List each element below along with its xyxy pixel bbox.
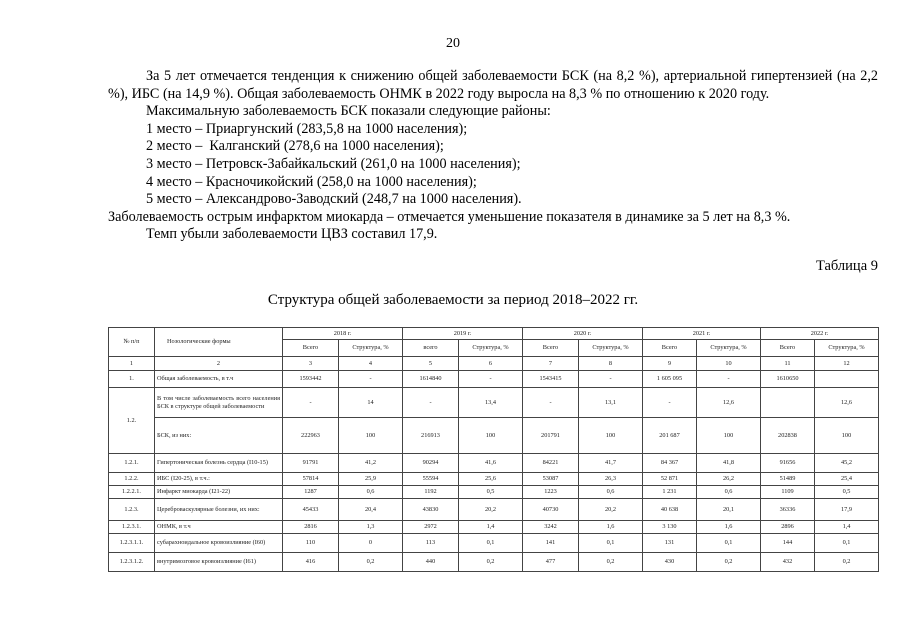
table-cell: 25,9 bbox=[339, 473, 403, 486]
column-number: 9 bbox=[643, 357, 697, 371]
table-row bbox=[109, 499, 879, 521]
subheader-cell: Структура, % bbox=[697, 340, 761, 357]
table-cell: - bbox=[403, 388, 459, 418]
table-cell: 45433 bbox=[283, 499, 339, 521]
table-row bbox=[109, 454, 879, 473]
table-cell: 91656 bbox=[761, 454, 815, 473]
header-year-2018: 2018 г. bbox=[283, 328, 403, 340]
district-place-4: 4 место – Красночикойский (258,0 на 1000 населения); bbox=[146, 173, 477, 190]
table-cell: 0,2 bbox=[697, 553, 761, 572]
subheader-cell: Структура, % bbox=[459, 340, 523, 357]
table-cell: 40 638 bbox=[643, 499, 697, 521]
header-num: № п/п bbox=[109, 328, 155, 357]
table-cell: 0,1 bbox=[459, 534, 523, 553]
table-cell: 17,9 bbox=[815, 499, 879, 521]
column-number: 10 bbox=[697, 357, 761, 371]
table-cell: 1 605 095 bbox=[643, 371, 697, 388]
column-number: 11 bbox=[761, 357, 815, 371]
table-cell: 12,6 bbox=[815, 388, 879, 418]
table-row bbox=[109, 534, 879, 553]
table-cell: 430 bbox=[643, 553, 697, 572]
column-number: 12 bbox=[815, 357, 879, 371]
table-cell: 416 bbox=[283, 553, 339, 572]
table-row-bsk-share bbox=[109, 388, 879, 418]
table-cell: 84 367 bbox=[643, 454, 697, 473]
table-cell: 20,1 bbox=[697, 499, 761, 521]
table-cell: 20,2 bbox=[459, 499, 523, 521]
table-cell: - bbox=[643, 388, 697, 418]
table-cell: 2896 bbox=[761, 521, 815, 534]
table-cell: 3 130 bbox=[643, 521, 697, 534]
row-label: Общая заболеваемость, в т.ч bbox=[155, 371, 283, 388]
table-cell: 100 bbox=[815, 418, 879, 454]
row-label: Цереброваскулярные болезни, их них: bbox=[155, 499, 283, 521]
row-number: 1. bbox=[109, 371, 155, 388]
table-cell: 477 bbox=[523, 553, 579, 572]
row-number: 1.2.3. bbox=[109, 499, 155, 521]
table-cell: 110 bbox=[283, 534, 339, 553]
page-number: 20 bbox=[446, 36, 460, 51]
table-cell: 1,6 bbox=[579, 521, 643, 534]
row-number: 1.2.3.1. bbox=[109, 521, 155, 534]
table-cell: 113 bbox=[403, 534, 459, 553]
table-cell: 100 bbox=[339, 418, 403, 454]
column-number: 1 bbox=[109, 357, 155, 371]
paragraph-infarction: Заболеваемость острым инфарктом миокарда – отмечается уменьшение показателя в динамике за 5 лет на 8,3 %. bbox=[108, 208, 791, 225]
table-cell: 0,6 bbox=[579, 486, 643, 499]
subheader-cell: Всего bbox=[643, 340, 697, 357]
header-year-2022: 2022 г. bbox=[761, 328, 879, 340]
table-cell: 14 bbox=[339, 388, 403, 418]
row-number: 1.2.2.1. bbox=[109, 486, 155, 499]
body-text bbox=[108, 68, 878, 244]
table-cell: 12,6 bbox=[697, 388, 761, 418]
column-number-row bbox=[109, 357, 879, 371]
table-cell: 0,2 bbox=[459, 553, 523, 572]
table-row bbox=[109, 521, 879, 534]
table-cell: 1192 bbox=[403, 486, 459, 499]
table-row bbox=[109, 486, 879, 499]
table-cell: 100 bbox=[459, 418, 523, 454]
table-cell: 0 bbox=[339, 534, 403, 553]
table-cell: 1 231 bbox=[643, 486, 697, 499]
table-cell: 40730 bbox=[523, 499, 579, 521]
subheader-cell: Структура, % bbox=[339, 340, 403, 357]
table-cell: 0,1 bbox=[697, 534, 761, 553]
table-cell: 0,5 bbox=[459, 486, 523, 499]
column-number: 5 bbox=[403, 357, 459, 371]
district-place-3: 3 место – Петровск-Забайкальский (261,0 на 1000 населения); bbox=[146, 155, 521, 172]
table-cell: 0,2 bbox=[815, 553, 879, 572]
table-cell: 36336 bbox=[761, 499, 815, 521]
table-cell: 13,1 bbox=[579, 388, 643, 418]
subheader-cell: Всего bbox=[761, 340, 815, 357]
header-year-2021: 2021 г. bbox=[643, 328, 761, 340]
table-cell: - bbox=[523, 388, 579, 418]
paragraph-max-districts: Максимальную заболеваемость БСК показали следующие районы: bbox=[146, 103, 551, 120]
table-cell: 91791 bbox=[283, 454, 339, 473]
row-label: субарахноидальное кровоизлияние (I60) bbox=[155, 534, 283, 553]
table-cell: 100 bbox=[697, 418, 761, 454]
table-cell: 25,4 bbox=[815, 473, 879, 486]
table-cell: 440 bbox=[403, 553, 459, 572]
subheader-cell: Всего bbox=[523, 340, 579, 357]
header-year-2019: 2019 г. bbox=[403, 328, 523, 340]
table-cell: 1543415 bbox=[523, 371, 579, 388]
row-label: внутримозговое кровоизлияние (I61) bbox=[155, 553, 283, 572]
subheader-cell: Всего bbox=[283, 340, 339, 357]
table-cell: 41,2 bbox=[339, 454, 403, 473]
row-label: В том числе заболеваемость всего населения БСК в структуре общей заболеваемости bbox=[155, 388, 283, 418]
column-number: 3 bbox=[283, 357, 339, 371]
table-cell: 52 871 bbox=[643, 473, 697, 486]
table-cell: 53087 bbox=[523, 473, 579, 486]
district-place-2: 2 место – Калганский (278,6 на 1000 населения); bbox=[146, 138, 444, 155]
table-cell: 201791 bbox=[523, 418, 579, 454]
table-cell: 0,5 bbox=[815, 486, 879, 499]
table-header-years bbox=[109, 328, 879, 340]
district-place-1: 1 место – Приаргунский (283,5,8 на 1000 населения); bbox=[146, 120, 468, 137]
table-cell: 2816 bbox=[283, 521, 339, 534]
table-cell: 222963 bbox=[283, 418, 339, 454]
table-cell: 1,6 bbox=[697, 521, 761, 534]
table-cell: 41,8 bbox=[697, 454, 761, 473]
table-cell: 55594 bbox=[403, 473, 459, 486]
table-cell: 141 bbox=[523, 534, 579, 553]
table-cell: 1287 bbox=[283, 486, 339, 499]
column-number: 7 bbox=[523, 357, 579, 371]
subheader-cell: Структура, % bbox=[815, 340, 879, 357]
row-label: Гипертоническая болезнь сердца (I10-15) bbox=[155, 454, 283, 473]
column-number: 8 bbox=[579, 357, 643, 371]
table-cell: 0,2 bbox=[339, 553, 403, 572]
table-cell: 131 bbox=[643, 534, 697, 553]
table-cell: 0,2 bbox=[579, 553, 643, 572]
row-number: 1.2.3.1.2. bbox=[109, 553, 155, 572]
table-cell: - bbox=[459, 371, 523, 388]
table-cell: 202838 bbox=[761, 418, 815, 454]
table-cell: 43830 bbox=[403, 499, 459, 521]
table-cell: 0,6 bbox=[697, 486, 761, 499]
table-cell bbox=[815, 371, 879, 388]
table-cell: 0,1 bbox=[579, 534, 643, 553]
column-number: 4 bbox=[339, 357, 403, 371]
table-cell: 144 bbox=[761, 534, 815, 553]
row-label: ИБС (I20-25), в т.ч.: bbox=[155, 473, 283, 486]
table-cell: 41,6 bbox=[459, 454, 523, 473]
table-cell: 41,7 bbox=[579, 454, 643, 473]
table-cell: 26,3 bbox=[579, 473, 643, 486]
paragraph-trend: За 5 лет отмечается тенденция к снижению общей заболеваемости БСК (на 8,2 %), артериальной гипертензией (на 2,2 %), ИБС (на 14,9 %). Общая заболеваемость ОНМК в 2022 году выросла на 8,3 % по отношению к 2020 году. bbox=[108, 68, 878, 102]
table-cell: 0,6 bbox=[339, 486, 403, 499]
table-row-bsk-total bbox=[109, 418, 879, 454]
row-number: 1.2. bbox=[109, 388, 155, 454]
table-cell: 13,4 bbox=[459, 388, 523, 418]
row-label: БСК, из них: bbox=[155, 418, 283, 454]
table-cell: 1593442 bbox=[283, 371, 339, 388]
table-cell: 1,4 bbox=[815, 521, 879, 534]
table-cell: - bbox=[339, 371, 403, 388]
row-label: ОНМК, в т.ч bbox=[155, 521, 283, 534]
table-cell: 1,4 bbox=[459, 521, 523, 534]
table-cell: 2972 bbox=[403, 521, 459, 534]
subheader-cell: Структура, % bbox=[579, 340, 643, 357]
table-cell: 100 bbox=[579, 418, 643, 454]
table-cell: 90294 bbox=[403, 454, 459, 473]
table-cell: 1610650 bbox=[761, 371, 815, 388]
table-row bbox=[109, 473, 879, 486]
table-cell: 20,4 bbox=[339, 499, 403, 521]
row-number: 1.2.2. bbox=[109, 473, 155, 486]
table-cell: 432 bbox=[761, 553, 815, 572]
header-forms: Нозологические формы bbox=[155, 328, 283, 357]
table-cell bbox=[761, 388, 815, 418]
column-number: 6 bbox=[459, 357, 523, 371]
row-label: Инфаркт миокарда (I21-22) bbox=[155, 486, 283, 499]
paragraph-cvd-decline: Темп убыли заболеваемости ЦВЗ составил 17,9. bbox=[146, 226, 438, 243]
table-label: Таблица 9 bbox=[815, 258, 878, 274]
row-number: 1.2.3.1.1. bbox=[109, 534, 155, 553]
table-cell: - bbox=[697, 371, 761, 388]
table-cell: 1109 bbox=[761, 486, 815, 499]
table-cell: 45,2 bbox=[815, 454, 879, 473]
table-cell: - bbox=[579, 371, 643, 388]
table-row bbox=[109, 553, 879, 572]
table-cell: 25,6 bbox=[459, 473, 523, 486]
table-cell: 3242 bbox=[523, 521, 579, 534]
table-cell: 57814 bbox=[283, 473, 339, 486]
district-place-5: 5 место – Александрово-Заводский (248,7 на 1000 населения). bbox=[146, 191, 522, 208]
table-cell: 216913 bbox=[403, 418, 459, 454]
table-cell: 51489 bbox=[761, 473, 815, 486]
table-cell: 1614840 bbox=[403, 371, 459, 388]
table-cell: 201 687 bbox=[643, 418, 697, 454]
table-cell: - bbox=[283, 388, 339, 418]
table-title: Структура общей заболеваемости за период 2018–2022 гг. bbox=[267, 292, 639, 308]
row-number: 1.2.1. bbox=[109, 454, 155, 473]
header-year-2020: 2020 г. bbox=[523, 328, 643, 340]
column-number: 2 bbox=[155, 357, 283, 371]
table-row-total-morbidity bbox=[109, 371, 879, 388]
table-cell: 20,2 bbox=[579, 499, 643, 521]
table-cell: 26,2 bbox=[697, 473, 761, 486]
morbidity-structure-table bbox=[108, 327, 879, 572]
table-cell: 0,1 bbox=[815, 534, 879, 553]
table-cell: 84221 bbox=[523, 454, 579, 473]
subheader-cell: всего bbox=[403, 340, 459, 357]
table-cell: 1223 bbox=[523, 486, 579, 499]
table-cell: 1,3 bbox=[339, 521, 403, 534]
